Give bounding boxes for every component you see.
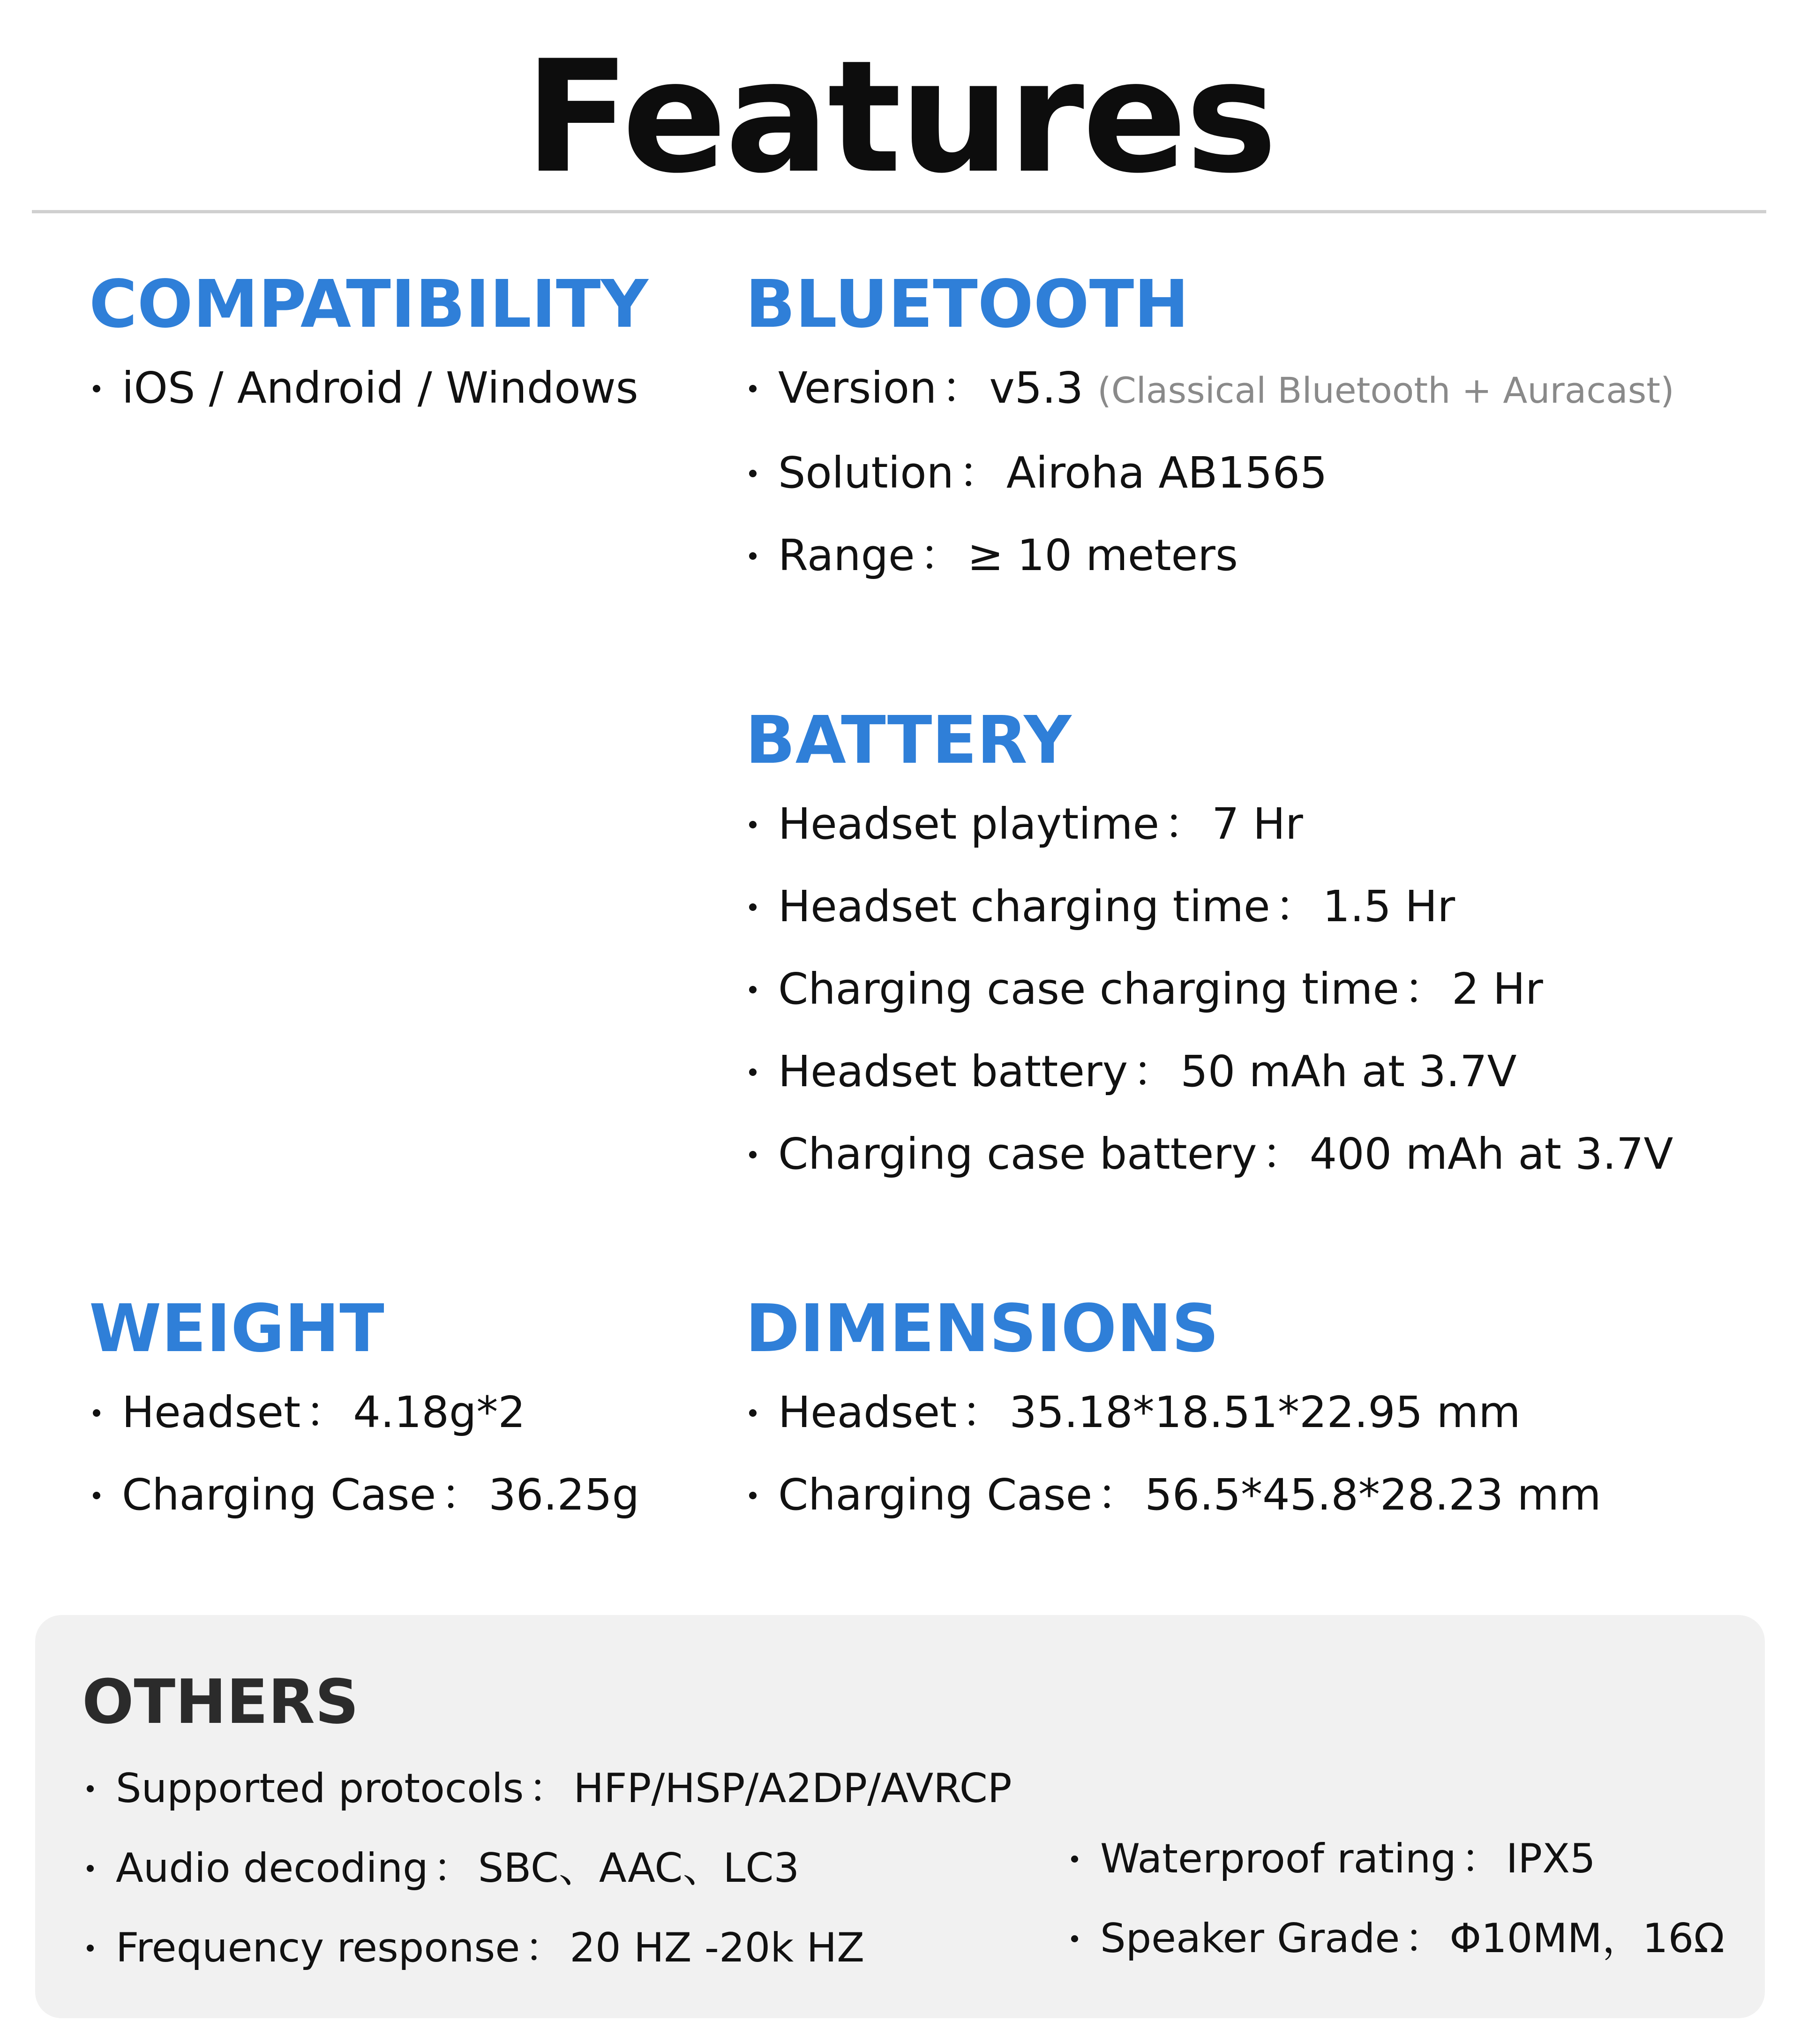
spec-separator: ：: [1404, 964, 1448, 1014]
battery-item: [745, 865, 1673, 948]
dimensions-section: [745, 1287, 1601, 1536]
spec-separator: ：: [941, 363, 985, 413]
spec-label: Supported protocols: [116, 1765, 524, 1812]
spec-separator: ：: [961, 1387, 1005, 1437]
weight-item: [89, 1454, 639, 1536]
spec-value: 400 mAh at 3.7V: [1309, 1129, 1673, 1179]
dimensions-item: [745, 1371, 1601, 1454]
spec-label: Speaker Grade: [1100, 1915, 1400, 1962]
others-left-list: [82, 1749, 1012, 1988]
battery-heading: BATTERY: [745, 702, 1072, 779]
compatibility-section: [89, 263, 648, 429]
others-panel: [35, 1615, 1765, 2018]
spec-label: Charging case charging time: [778, 964, 1400, 1014]
battery-item: [745, 783, 1673, 865]
spec-label: Headset battery: [778, 1046, 1128, 1097]
battery-item: [745, 948, 1673, 1030]
spec-separator: ：: [1404, 1915, 1445, 1962]
spec-value: v5.3: [989, 363, 1084, 413]
spec-value: ≥ 10 meters: [967, 530, 1238, 580]
spec-separator: ：: [305, 1387, 349, 1437]
spec-separator: ：: [441, 1470, 484, 1520]
spec-label: Solution: [778, 448, 954, 498]
bluetooth-section: [745, 263, 1674, 597]
spec-separator: ：: [1461, 1835, 1501, 1882]
spec-value: 1.5 Hr: [1322, 881, 1455, 932]
bluetooth-version-item: [745, 347, 1674, 432]
spec-value: Airoha AB1565: [1006, 448, 1328, 498]
others-item: [1066, 1819, 1725, 1899]
spec-value: IPX5: [1506, 1835, 1596, 1882]
others-item: [82, 1828, 1012, 1908]
battery-section: [745, 699, 1673, 1195]
dimensions-item: [745, 1454, 1601, 1536]
spec-value: SBC、AAC、LC3: [478, 1845, 800, 1892]
spec-label: Frequency response: [116, 1924, 520, 1971]
spec-label: Waterproof rating: [1100, 1835, 1456, 1882]
spec-value: 50 mAh at 3.7V: [1180, 1046, 1517, 1097]
spec-note: (Classical Bluetooth + Auracast): [1097, 369, 1674, 411]
spec-value: HFP/HSP/A2DP/AVRCP: [573, 1765, 1012, 1812]
compatibility-item: [89, 347, 648, 429]
spec-label: Audio decoding: [116, 1845, 428, 1892]
others-heading: OTHERS: [82, 1666, 359, 1737]
spec-separator: ：: [1261, 1129, 1305, 1179]
others-item: [82, 1908, 1012, 1988]
spec-separator: ：: [1132, 1046, 1176, 1097]
battery-item: [745, 1030, 1673, 1113]
spec-label: Charging Case: [778, 1470, 1093, 1520]
spec-label: Charging Case: [122, 1470, 436, 1520]
weight-item: [89, 1371, 639, 1454]
spec-label: Headset: [778, 1387, 957, 1437]
dimensions-heading: DIMENSIONS: [745, 1291, 1219, 1367]
spec-value: 20 HZ -20k HZ: [570, 1924, 865, 1971]
spec-label: Headset playtime: [778, 799, 1160, 849]
spec-value: 36.25g: [488, 1470, 639, 1520]
spec-separator: ：: [433, 1845, 473, 1892]
compatibility-heading: COMPATIBILITY: [89, 266, 648, 343]
spec-value: 2 Hr: [1452, 964, 1543, 1014]
spec-separator: ：: [1164, 799, 1208, 849]
weight-section: [89, 1287, 639, 1536]
spec-separator: ：: [958, 448, 1002, 498]
page-title: Features: [524, 27, 1276, 207]
bluetooth-solution-item: [745, 432, 1674, 514]
spec-label: Charging case battery: [778, 1129, 1257, 1179]
bluetooth-heading: BLUETOOTH: [745, 266, 1189, 343]
spec-separator: ：: [525, 1924, 565, 1971]
spec-separator: ：: [528, 1765, 569, 1812]
others-item: [1066, 1899, 1725, 1978]
others-right-list: [1066, 1819, 1725, 1978]
spec-value: 35.18*18.51*22.95 mm: [1009, 1387, 1521, 1437]
spec-value: Φ10MM，16Ω: [1449, 1915, 1725, 1962]
spec-value: 7 Hr: [1212, 799, 1303, 849]
spec-separator: ：: [1097, 1470, 1140, 1520]
spec-label: Headset: [122, 1387, 301, 1437]
bluetooth-range-item: [745, 514, 1674, 597]
spec-label: Headset charging time: [778, 881, 1270, 932]
spec-separator: ：: [919, 530, 963, 580]
title-divider: [32, 210, 1766, 213]
spec-label: Range: [778, 530, 915, 580]
spec-value: 56.5*45.8*28.23 mm: [1145, 1470, 1601, 1520]
weight-heading: WEIGHT: [89, 1291, 384, 1367]
battery-item: [745, 1113, 1673, 1195]
spec-label: Version: [778, 363, 937, 413]
others-item: [82, 1749, 1012, 1828]
spec-separator: ：: [1275, 881, 1318, 932]
spec-value: 4.18g*2: [353, 1387, 525, 1437]
compatibility-value: iOS / Android / Windows: [122, 363, 638, 413]
